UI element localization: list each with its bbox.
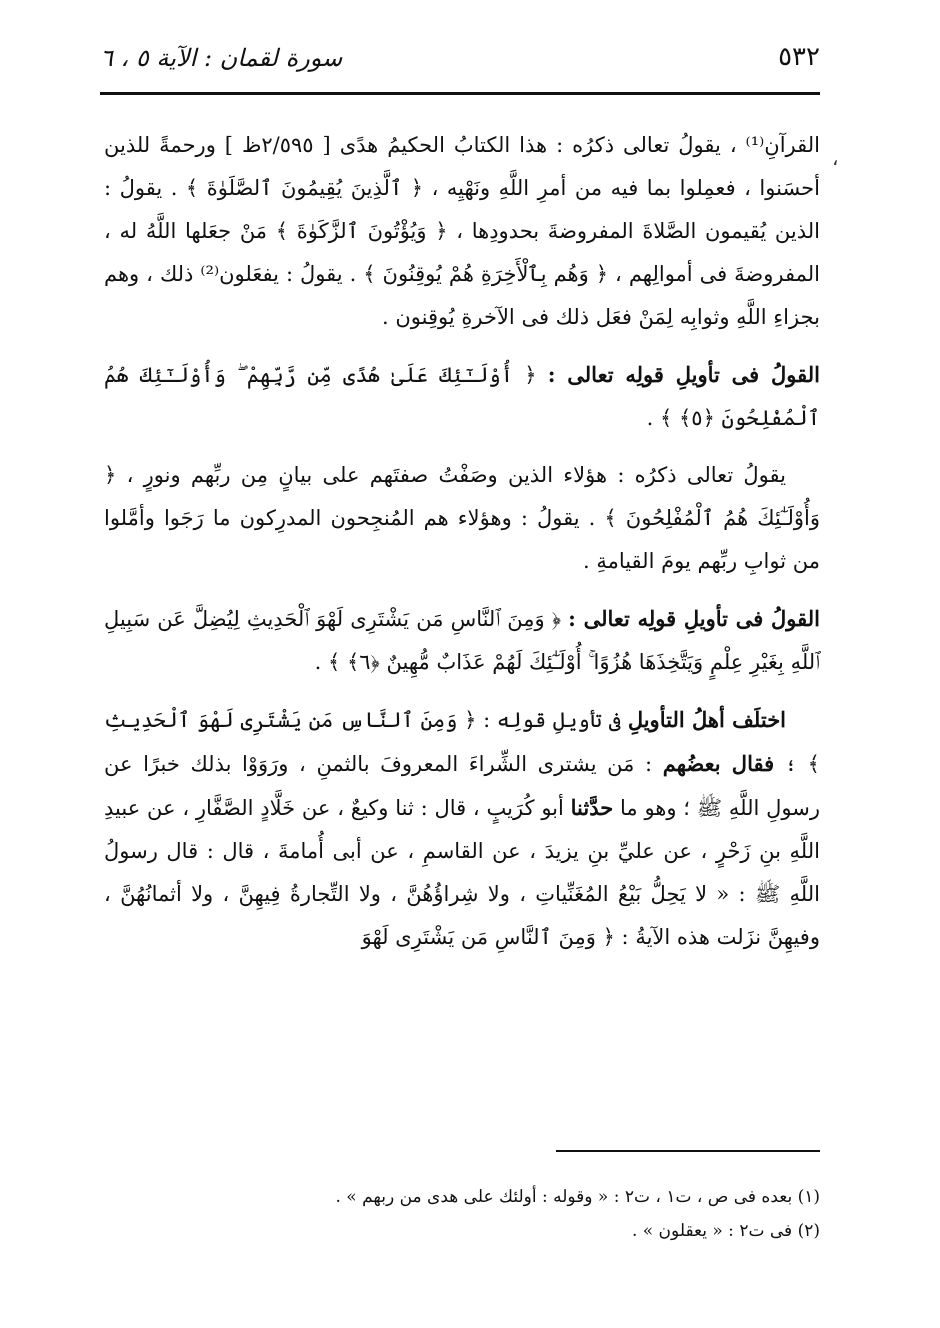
page-number: ٥٣٢ xyxy=(778,42,820,72)
quran-verse-6: ﴿ وَمِنَ ٱلنَّاسِ مَن يَشْتَرِى لَهْوَ ٱلْحَدِيثِ لِيُضِلَّ عَن سَبِيلِ ٱللَّهِ بِغَيْرِ عِلْمٍ وَيَتَّخِذَهَا هُزُوًا ۚ أُوْلَـٰٓئِكَ لَهُمْ عَذَابٌ مُّهِينٌ ﴿٦﴾ ﴾ . xyxy=(104,607,820,674)
paragraph-1: القرآنِ⁽¹⁾ ، يقولُ تعالى ذكرُه : هذا الكتابُ الحكيمُ هدًى [ ٢/٥٩٥ظ ] ورحمةً للذين أحسَنوا ، فعمِلوا بما فيه من أمرِ اللَّهِ ونَهْيِه ، ﴿ ٱلَّذِينَ يُقِيمُونَ ٱلصَّلَوٰةَ ﴾ . يقولُ : الذين يُقيمون الصَّلاةَ المفروضةَ بحدودِها ، ﴿ وَيُؤْتُونَ ٱلزَّكَوٰةَ ﴾ مَنْ جعَلها اللَّهُ له ، المفروضةَ فى أموالِهم ، ﴿ وَهُم بِٱلْأَخِرَةِ هُمْ يُوقِنُونَ ﴾ . يقولُ : يفعَلون⁽²⁾ ذلك ، وهم بجزاءِ اللَّهِ وثوابِه لِمَنْ فعَل ذلك فى الآخرةِ يُوقِنون . xyxy=(104,133,820,329)
paragraph-3-bold: فقال بعضُهم xyxy=(662,751,775,776)
paragraph-3-part-c: أبو كُرَيبٍ ، قال : ثنا وكيعٌ ، عن خَلَّادٍ الصَّفَّارِ ، عن عبيدِ اللَّهِ بنِ زَحْرٍ ، عن عليِّ بنِ يزيدَ ، عن القاسمِ ، عن أبى أُمامةَ ، قال : قال رسولُ اللَّهِ ﷺ : « لا يَحِلُّ بَيْعُ المُغَنِّياتِ ، ولا شِراؤُهُنَّ ، ولا التِّجارةُ فِيهِنَّ ، ولا أثمانُهُنَّ ، وفيهِنَّ نزَلت هذه الآيةُ : ﴿ وَمِنَ ٱلنَّاسِ مَن يَشْتَرِى لَهْوَ xyxy=(104,796,820,949)
footnote-2: (٢) فى ت٢ : « يعقلون » . xyxy=(631,1221,820,1241)
paragraph-2: يقولُ تعالى ذكرُه : هؤلاء الذين وصَفْتُ صفتَهم على بيانٍ مِن ربِّهم ونورٍ ، ﴿ وَأُوْلَـٰٓئِكَ هُمُ ٱلْمُفْلِحُونَ ﴾ . يقولُ : وهؤلاء هم المُنجِحون المدرِكون ما رَجَوا وأمَّلوا من ثوابِ ربِّهم يومَ القيامةِ . xyxy=(104,463,820,573)
footnote-1: (١) بعده فى ص ، ت١ ، ت٢ : « وقوله : أولئك على هدى من ربهم » . xyxy=(335,1187,820,1207)
heading-lead: القولُ فى تأويلِ قولِه تعالى : xyxy=(547,362,820,387)
paragraph-3-bold-2: حدَّثنا xyxy=(570,795,614,820)
margin-mark: ، xyxy=(832,146,839,170)
paragraph-3 xyxy=(104,698,820,959)
header-rule xyxy=(100,92,820,95)
footnotes xyxy=(100,1180,820,1248)
paragraph-3-part-b: : مَن يشترى الشِّراءَ المعروفَ بالثمنِ ، ورَوَوْا بذلك خبرًا عن رسولِ اللَّهِ ﷺ ؛ وهو ما xyxy=(104,752,820,820)
running-title: سورة لقمان : الآية ٥ ، ٦ xyxy=(100,44,343,72)
paragraph-3-part-a: فى تأويلِ قولِه : ﴿ وَمِنَ ٱلنَّاسِ مَن يَشْتَرِى لَهْوَ ٱلْحَدِيثِ ﴾ ؛ xyxy=(104,708,820,776)
main-text xyxy=(104,124,820,959)
footnote-rule xyxy=(556,1150,820,1152)
heading-verse-6 xyxy=(104,597,820,684)
page-header xyxy=(100,40,820,80)
quran-verse-5: ﴿ أُوْلَـٰٓئِكَ عَلَىٰ هُدًى مِّن رَّبِّهِمْ ۖ وَأُوْلَـٰٓئِكَ هُمُ ٱلْمُفْلِحُونَ ﴿٥﴾ ﴾ . xyxy=(104,363,820,430)
paragraph-3-lead: اختلَف أهلُ التأويلِ xyxy=(627,707,787,732)
heading-verse-5 xyxy=(104,353,820,440)
heading-lead-2: القولُ فى تأويلِ قولِه تعالى : xyxy=(568,606,820,631)
